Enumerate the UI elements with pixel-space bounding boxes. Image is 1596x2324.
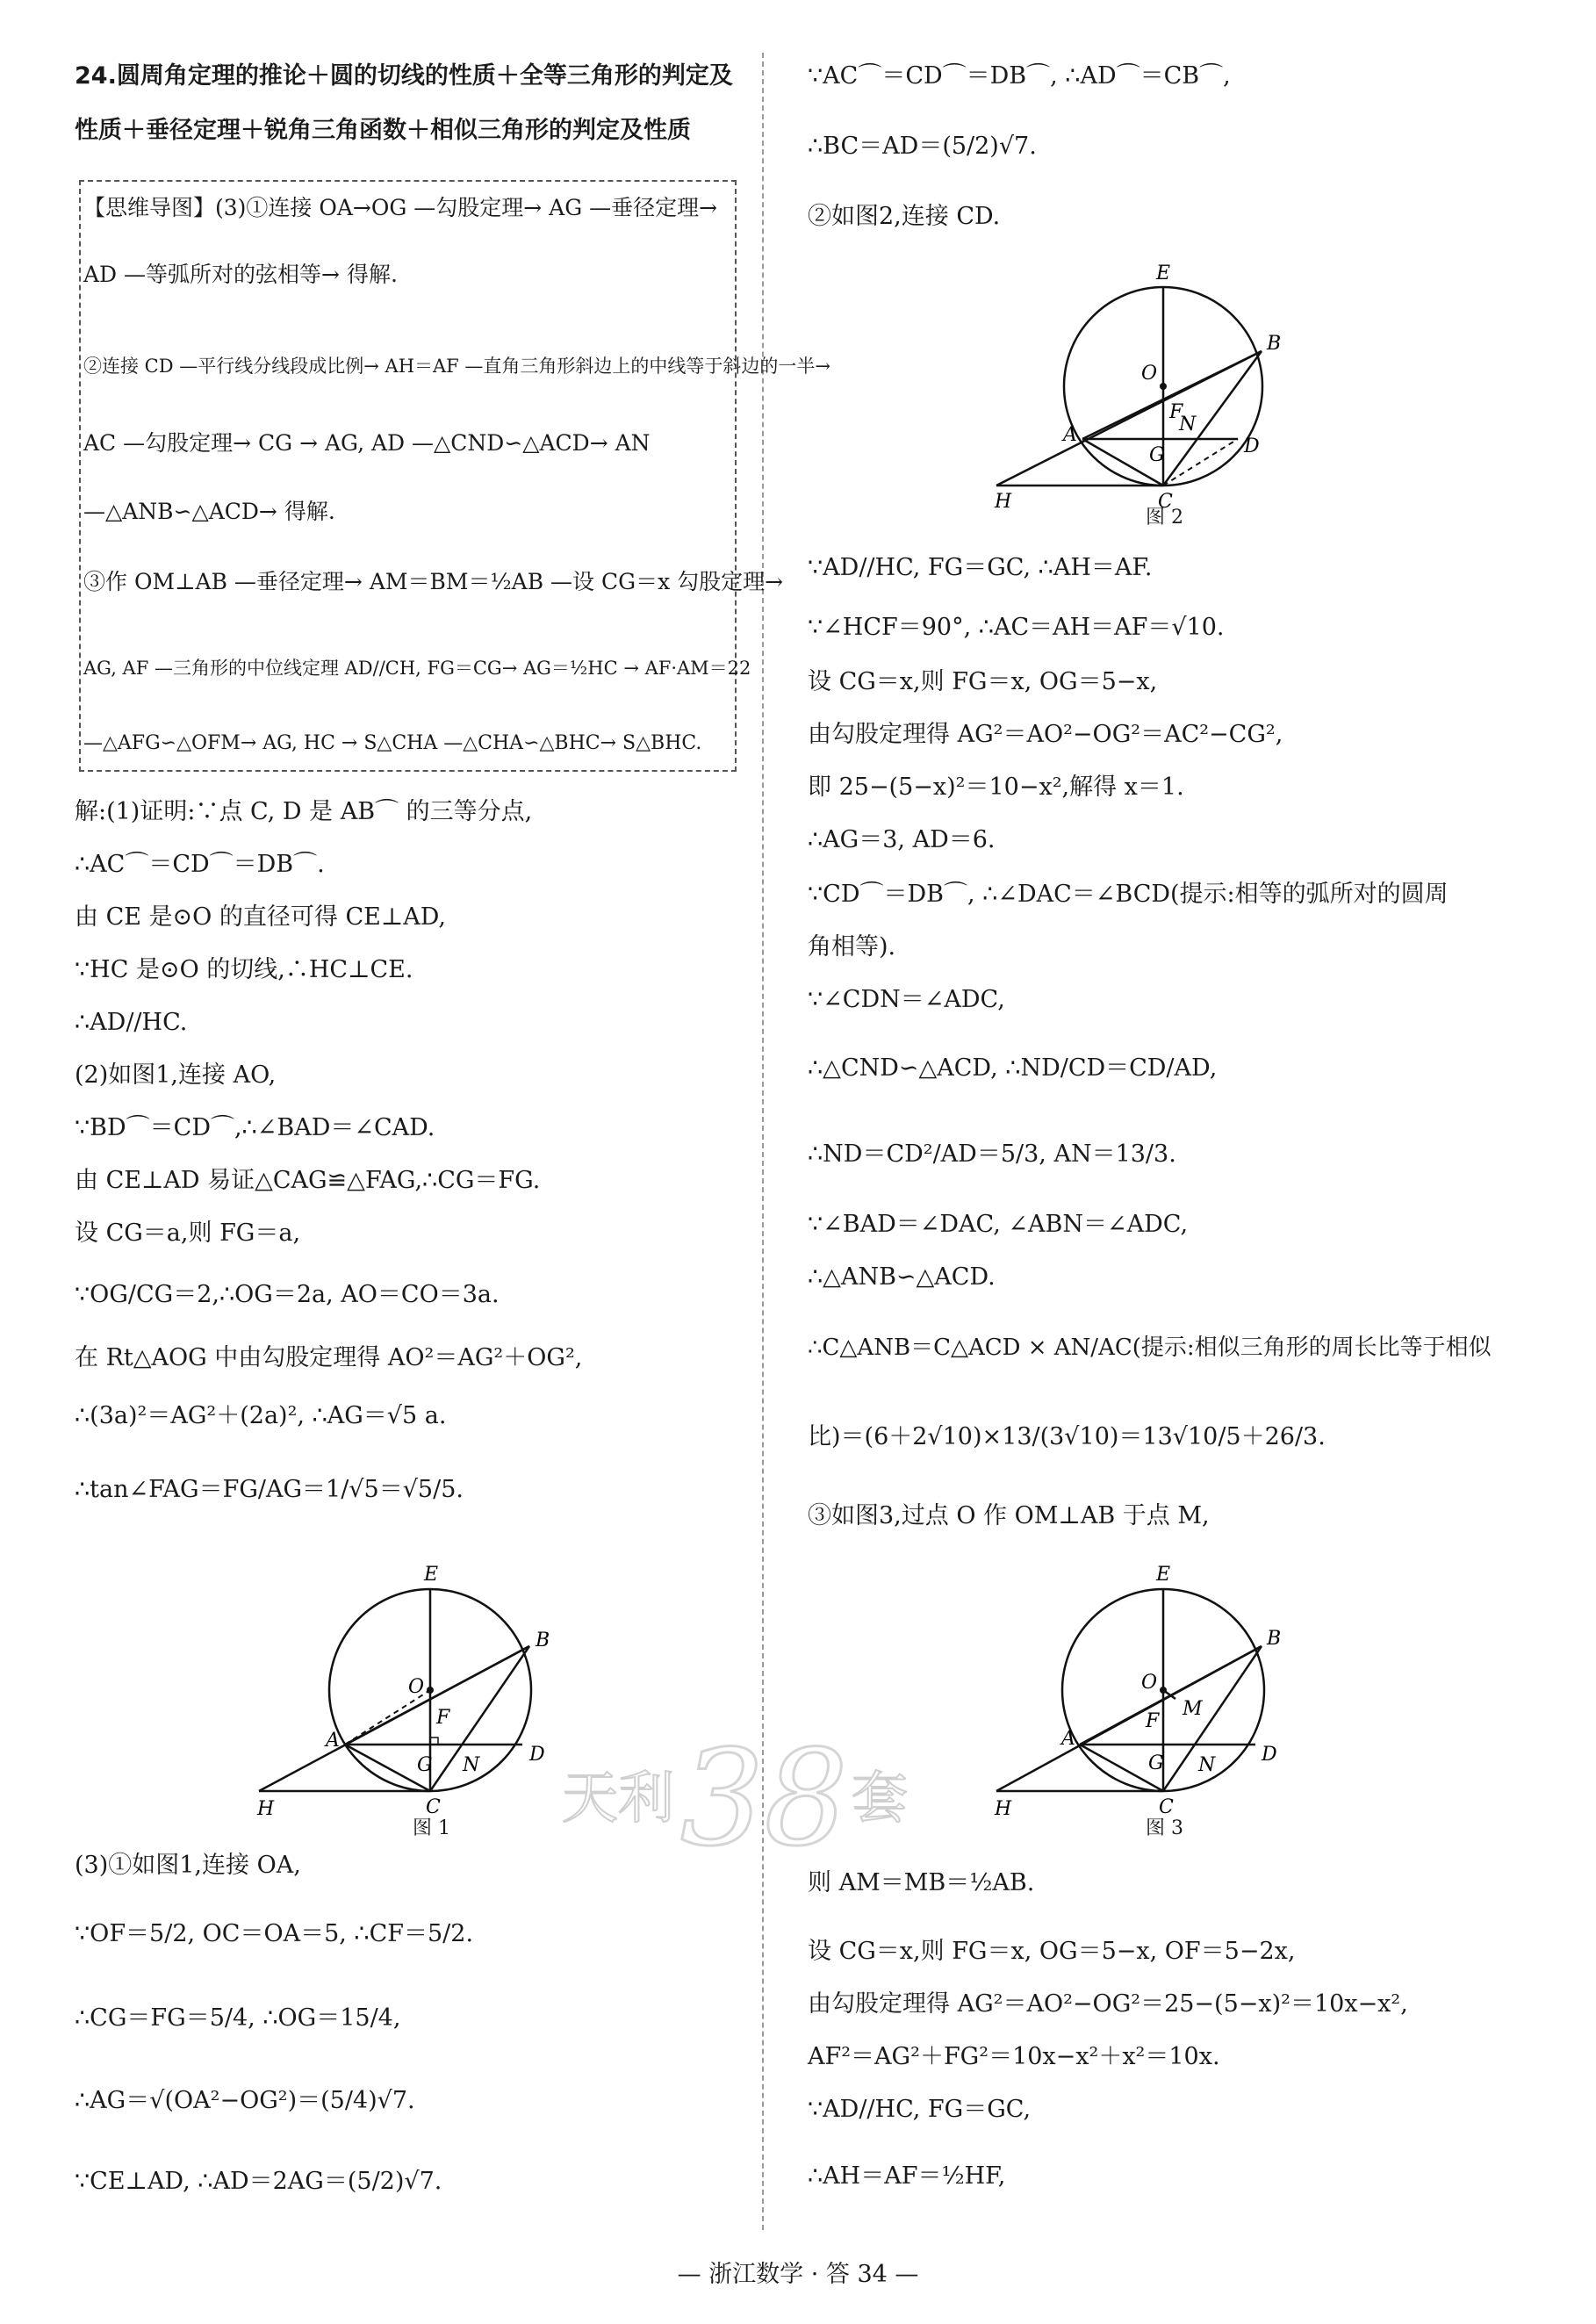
solution-line: ∵∠CDN＝∠ADC,	[808, 986, 1005, 1013]
fig3-label-N: N	[1198, 1754, 1216, 1776]
mind-map-line: 【思维导图】(3)①连接 OA→OG —勾股定理→ AG —垂径定理→	[83, 195, 718, 220]
fig1-label-B: B	[536, 1630, 550, 1651]
solution-line: ∴△ANB∽△ACD.	[808, 1263, 996, 1291]
solution-line: 则 AM＝MB＝½AB.	[808, 1869, 1035, 1896]
solution-line: 角相等).	[808, 933, 896, 961]
mind-map-line: ②连接 CD —平行线分线段成比例→ AH＝AF —直角三角形斜边上的中线等于斜边的一半→	[83, 356, 831, 377]
solution-line: ∵OF＝5/2, OC＝OA＝5, ∴CF＝5/2.	[75, 1920, 474, 1947]
fig1-label-A: A	[326, 1730, 340, 1752]
solution-line: (3)①如图1,连接 OA,	[75, 1852, 301, 1879]
mind-map-line: —△ANB∽△ACD→ 得解.	[83, 499, 335, 524]
solution-line: 由勾股定理得 AG²＝AO²−OG²＝25−(5−x)²＝10x−x²,	[808, 1990, 1408, 2018]
solution-line: ∵∠HCF＝90°, ∴AC＝AH＝AF＝√10.	[808, 614, 1225, 641]
solution-line: ∵OG/CG＝2,∴OG＝2a, AO＝CO＝3a.	[75, 1281, 500, 1308]
solution-line: ∴ND＝CD²/AD＝5/3, AN＝13/3.	[808, 1140, 1176, 1168]
fig2-label-F: F	[1169, 401, 1183, 423]
mind-map-line: —△AFG∽△OFM→ AG, HC → S△CHA —△CHA∽△BHC→ S△BHC.	[83, 732, 702, 754]
problem-header-line-1: 24.圆周角定理的推论＋圆的切线的性质＋全等三角形的判定及	[75, 62, 733, 90]
fig2-label-D: D	[1244, 435, 1260, 457]
fig2-label-C: C	[1158, 491, 1173, 513]
fig3-label-M: M	[1183, 1698, 1203, 1720]
fig1-label-D: D	[529, 1744, 545, 1766]
figure-3	[988, 1550, 1356, 1839]
solution-line: 设 CG＝x,则 FG＝x, OG＝5−x,	[808, 668, 1158, 695]
fig3-label-B: B	[1267, 1628, 1282, 1650]
solution-line: 由 CE⊥AD 易证△CAG≌△FAG,∴CG＝FG.	[75, 1167, 541, 1194]
solution-line: ∵BD⌒＝CD⌒,∴∠BAD＝∠CAD.	[75, 1114, 435, 1141]
solution-line: ∵CD⌒＝DB⌒, ∴∠DAC＝∠BCD(提示:相等的弧所对的圆周	[808, 881, 1449, 908]
solution-line: ③如图3,过点 O 作 OM⊥AB 于点 M,	[808, 1502, 1210, 1529]
solution-line: ∵AD//HC, FG＝GC,	[808, 2096, 1032, 2123]
fig2-label-N: N	[1179, 414, 1197, 435]
fig1-label-G: G	[417, 1754, 433, 1776]
solution-line: ∵AD//HC, FG＝GC, ∴AH＝AF.	[808, 554, 1153, 581]
solution-line: ∴AG＝√(OA²−OG²)＝(5/4)√7.	[75, 2087, 415, 2114]
solution-line: ∴C△ANB＝C△ACD × AN/AC(提示:相似三角形的周长比等于相似	[808, 1335, 1492, 1361]
figure-3-diagram	[988, 1550, 1356, 1822]
fig1-label-H: H	[257, 1798, 275, 1820]
solution-line: ∵∠BAD＝∠DAC, ∠ABN＝∠ADC,	[808, 1211, 1189, 1238]
solution-line: 设 CG＝a,则 FG＝a,	[75, 1220, 301, 1247]
solution-line: 即 25−(5−x)²＝10−x²,解得 x＝1.	[808, 773, 1184, 801]
solution-line: ∵HC 是⊙O 的切线,∴HC⊥CE.	[75, 956, 413, 983]
solution-line: 比)＝(6＋2√10)×13/(3√10)＝13√10/5＋26/3.	[808, 1423, 1326, 1450]
mind-map-line: AD —等弧所对的弦相等→ 得解.	[83, 262, 398, 287]
fig1-label-O: O	[408, 1676, 425, 1698]
fig2-label-O: O	[1141, 363, 1158, 385]
fig2-label-E: E	[1156, 263, 1171, 284]
fig3-label-E: E	[1156, 1564, 1171, 1586]
solution-line: ∴AD//HC.	[75, 1009, 188, 1036]
fig3-label-D: D	[1262, 1744, 1277, 1766]
solution-line: ②如图2,连接 CD.	[808, 203, 1001, 230]
figure-2-diagram	[988, 255, 1356, 527]
figure-2	[988, 255, 1356, 527]
solution-line: 由 CE 是⊙O 的直径可得 CE⊥AD,	[75, 903, 446, 931]
solution-line: 在 Rt△AOG 中由勾股定理得 AO²＝AG²＋OG²,	[75, 1344, 583, 1371]
page-footer: — 浙江数学 · 答 34 —	[677, 2261, 919, 2288]
svg-text:天利: 天利	[562, 1766, 674, 1831]
solution-line: 由勾股定理得 AG²＝AO²−OG²＝AC²−CG²,	[808, 721, 1283, 748]
solution-line: ∴AC⌒＝CD⌒＝DB⌒.	[75, 851, 325, 878]
fig2-label-A: A	[1063, 424, 1077, 446]
problem-header-line-2: 性质＋垂径定理＋锐角三角函数＋相似三角形的判定及性质	[75, 117, 691, 144]
fig3-label-H: H	[995, 1798, 1012, 1820]
svg-text:套: 套	[852, 1766, 908, 1831]
fig3-label-F: F	[1146, 1710, 1160, 1732]
fig3-label-G: G	[1148, 1752, 1164, 1774]
solution-line: ∵AC⌒＝CD⌒＝DB⌒, ∴AD⌒＝CB⌒,	[808, 62, 1231, 90]
fig3-label-A: A	[1061, 1728, 1075, 1750]
mind-map-line: AC —勾股定理→ CG → AG, AD —△CND∽△ACD→ AN	[83, 430, 651, 456]
figure-1-caption: 图 1	[413, 1817, 450, 1839]
solution-line: 设 CG＝x,则 FG＝x, OG＝5−x, OF＝5−2x,	[808, 1938, 1296, 1965]
solution-line: ∴AH＝AF＝½HF,	[808, 2162, 1006, 2190]
solution-line: ∴AG＝3, AD＝6.	[808, 826, 996, 853]
fig2-label-H: H	[995, 491, 1012, 513]
solution-line: ∴tan∠FAG＝FG/AG＝1/√5＝√5/5.	[75, 1476, 464, 1503]
fig1-label-F: F	[436, 1707, 450, 1729]
figure-3-caption: 图 3	[1146, 1817, 1183, 1839]
fig1-label-E: E	[424, 1564, 439, 1586]
mind-map-line: ③作 OM⊥AB —垂径定理→ AM＝BM＝½AB —设 CG＝x 勾股定理→	[83, 569, 784, 594]
solution-line: 解:(1)证明:∵点 C, D 是 AB⌒ 的三等分点,	[75, 798, 533, 825]
mind-map-line: AG, AF —三角形的中位线定理 AD//CH, FG＝CG→ AG＝½HC → AF·AM＝22	[83, 658, 751, 679]
fig3-label-O: O	[1141, 1672, 1158, 1694]
solution-line: ∴CG＝FG＝5/4, ∴OG＝15/4,	[75, 2004, 401, 2032]
watermark-logo	[562, 1712, 931, 1870]
fig2-label-G: G	[1149, 444, 1165, 466]
solution-line: (2)如图1,连接 AO,	[75, 1061, 277, 1089]
solution-line: ∴BC＝AD＝(5/2)√7.	[808, 133, 1037, 160]
fig1-label-N: N	[463, 1754, 480, 1776]
watermark-graphic	[562, 1712, 931, 1870]
figure-2-caption: 图 2	[1146, 507, 1183, 529]
fig2-label-B: B	[1267, 333, 1282, 355]
fig1-label-C: C	[426, 1796, 441, 1818]
svg-text:38: 38	[680, 1723, 848, 1870]
solution-line: AF²＝AG²＋FG²＝10x−x²＋x²＝10x.	[808, 2043, 1220, 2070]
solution-line: ∴△CND∽△ACD, ∴ND/CD＝CD/AD,	[808, 1054, 1218, 1082]
fig3-label-C: C	[1159, 1796, 1174, 1818]
solution-line: ∵CE⊥AD, ∴AD＝2AG＝(5/2)√7.	[75, 2168, 442, 2195]
solution-line: ∴(3a)²＝AG²＋(2a)², ∴AG＝√5 a.	[75, 1402, 447, 1429]
